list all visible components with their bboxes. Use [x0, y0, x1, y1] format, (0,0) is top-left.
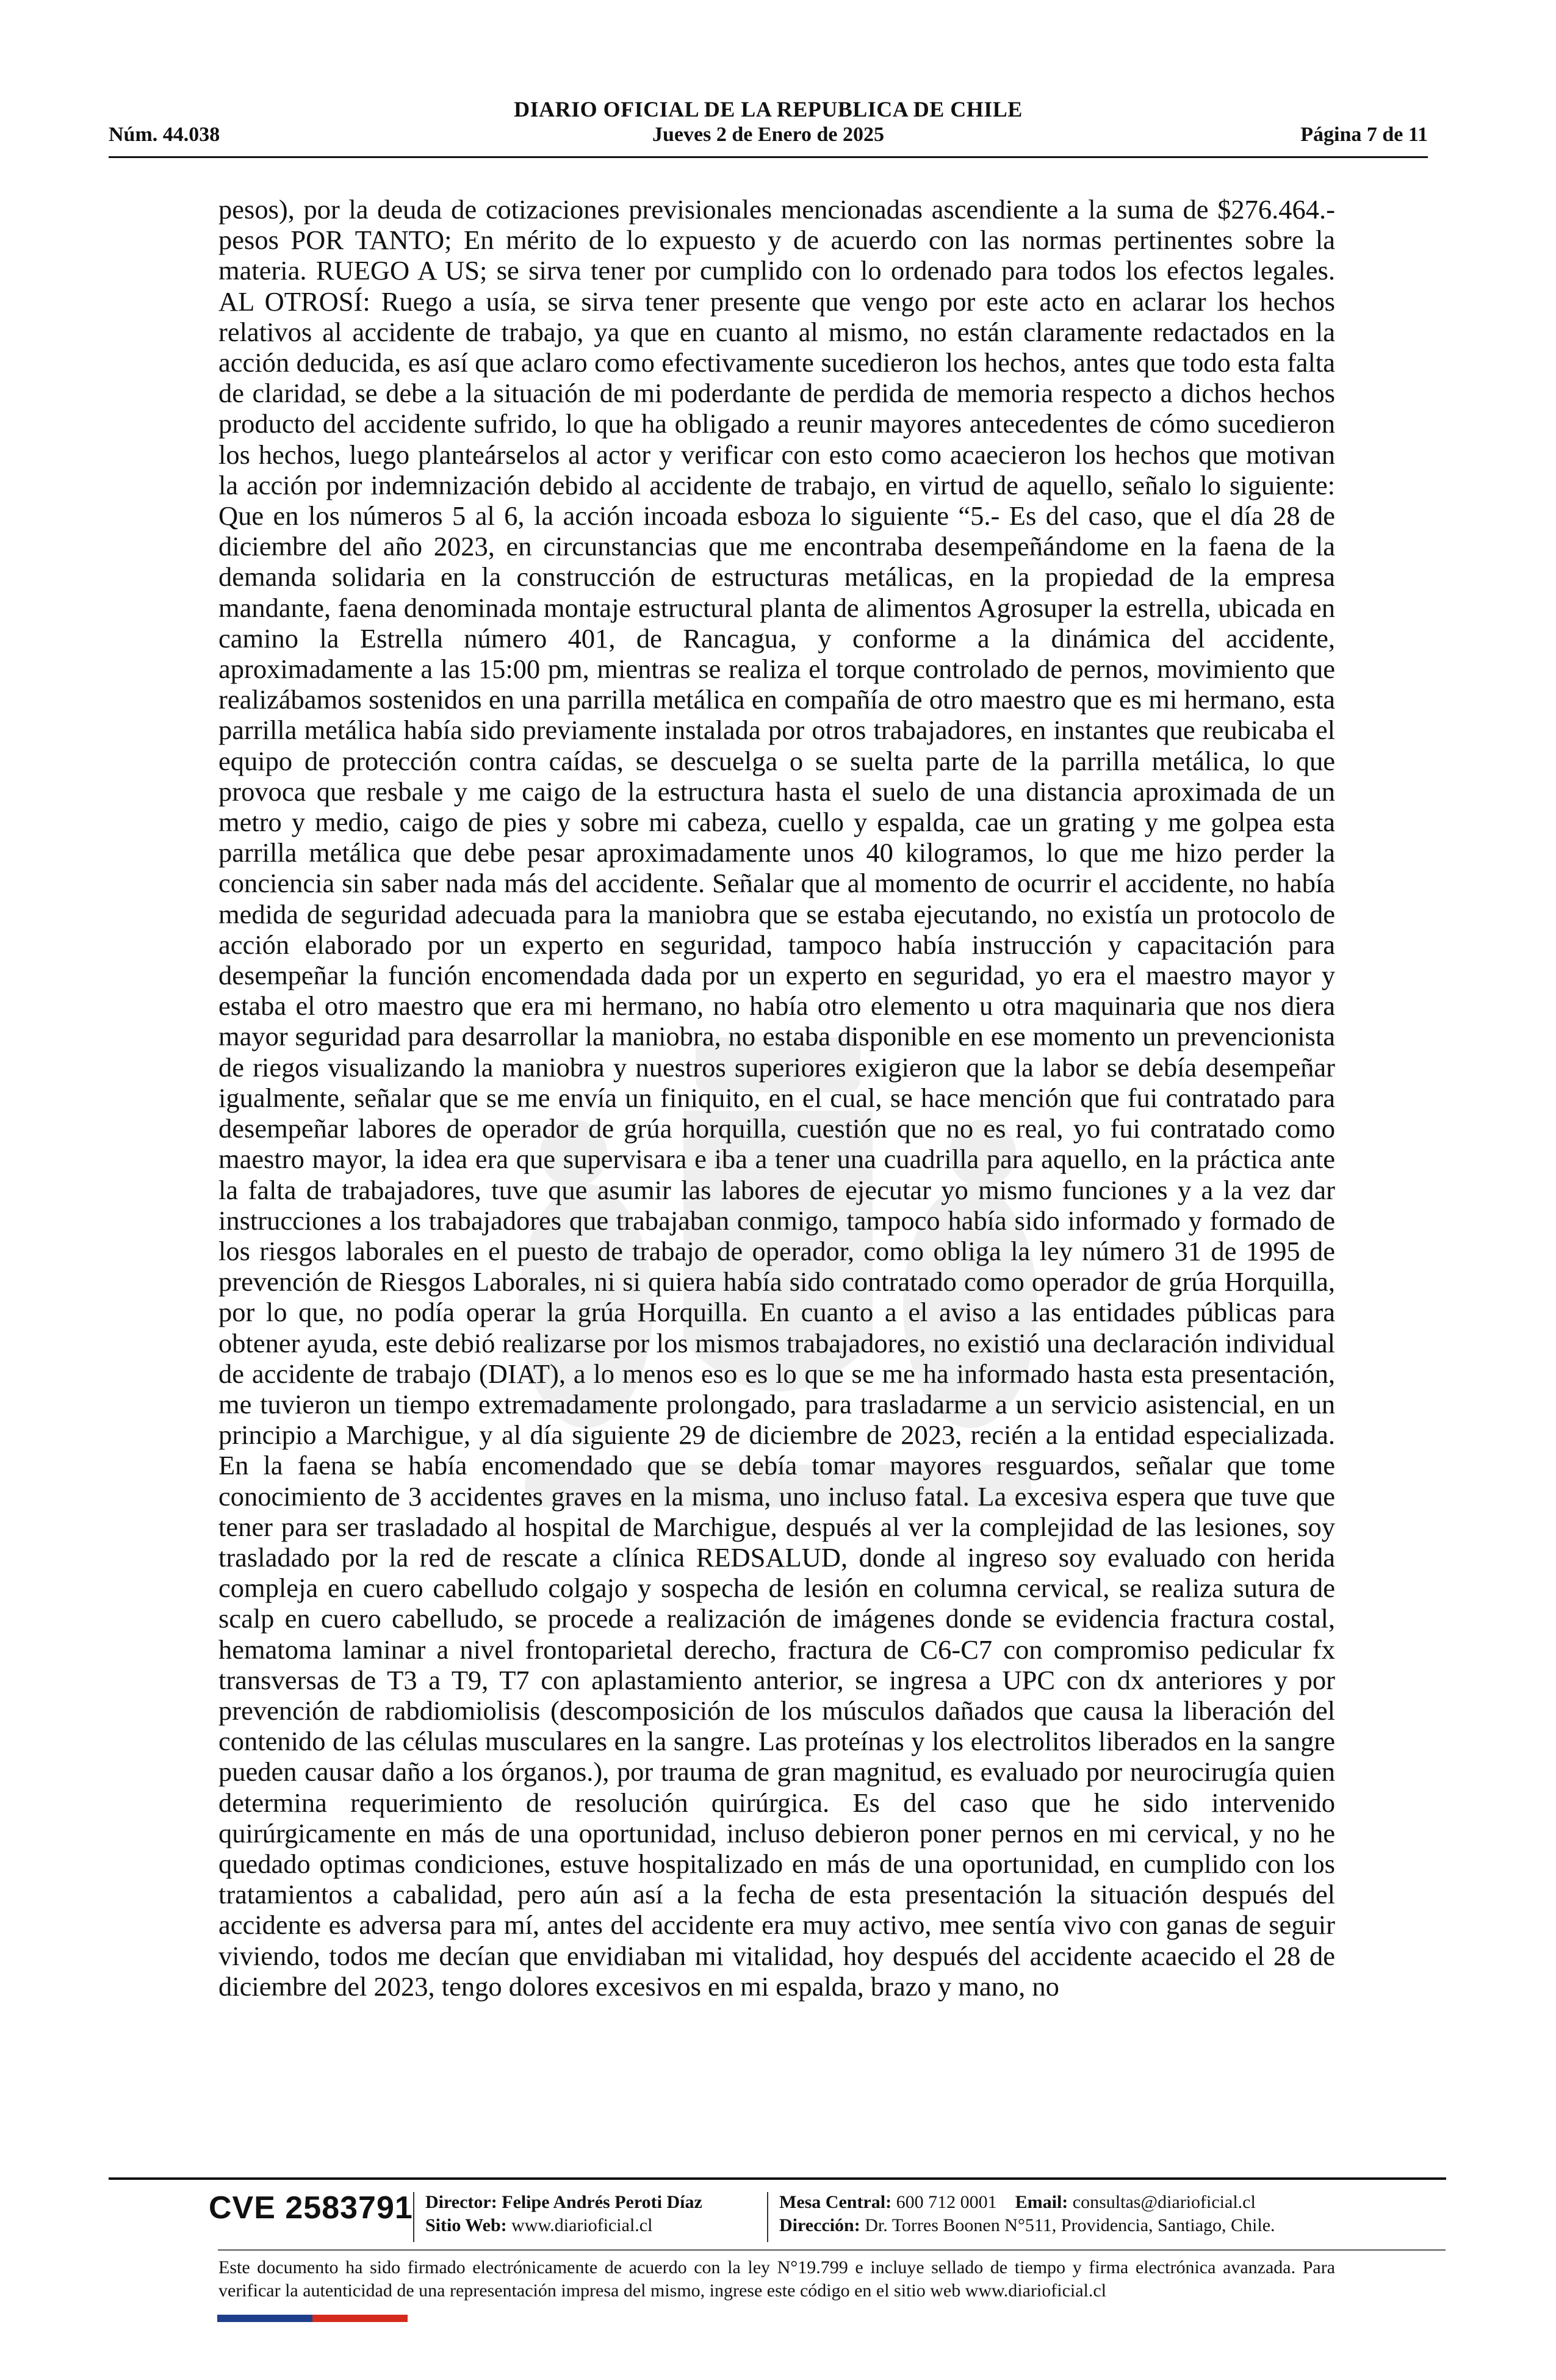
address-label: Dirección: [779, 2215, 860, 2235]
electronic-signature-notice: Este documento ha sido firmado electrónicamente de acuerdo con la ley N°19.799 e incluye sellado de tiempo y firma electrónica avanzada. Para verificar la autenticidad de una representación impresa del mismo, ingrese este código en el sitio web www.diarioficial.cl [218, 2257, 1335, 2301]
website-link[interactable]: www.diarioficial.cl [511, 2215, 653, 2235]
cve-code: CVE 2583791 [209, 2190, 413, 2226]
header-divider [109, 156, 1428, 158]
flag-blue-segment [217, 2315, 312, 2322]
page-header [109, 92, 1428, 159]
website-label: Sitio Web: [425, 2215, 507, 2235]
footer-contact-column [779, 2191, 1275, 2237]
address-value: Dr. Torres Boonen N°511, Providencia, Santiago, Chile. [865, 2215, 1275, 2235]
director-label: Director: [425, 2192, 497, 2212]
footer-separator [413, 2192, 414, 2242]
footer-divider [109, 2177, 1446, 2180]
mesa-central-label: Mesa Central: [779, 2192, 892, 2212]
document-body [218, 194, 1335, 2002]
issue-number: Núm. 44.038 [109, 123, 220, 146]
mesa-central-phone: 600 712 0001 [896, 2192, 997, 2212]
director-name: Felipe Andrés Peroti Díaz [502, 2192, 702, 2212]
newspaper-title: DIARIO OFICIAL DE LA REPUBLICA DE CHILE [514, 97, 1023, 121]
footer-separator [767, 2192, 768, 2242]
issue-date: Jueves 2 de Enero de 2025 [652, 123, 884, 146]
flag-red-segment [312, 2315, 408, 2322]
email-link[interactable]: consultas@diarioficial.cl [1072, 2192, 1256, 2212]
chile-flag-stripe [217, 2315, 408, 2322]
page-number: Página 7 de 11 [1300, 123, 1428, 146]
email-label: Email: [1015, 2192, 1068, 2212]
footer-inner-divider [218, 2249, 1446, 2251]
body-paragraph: pesos), por la deuda de cotizaciones previsionales mencionadas ascendiente a la suma de $276.464.- pesos POR TANTO; En mérito de lo expuesto y de acuerdo con las normas pertinentes sobre la materia. RUEGO A US; se sirva tener por cumplido con lo ordenado para todos los efectos legales. AL OTROSÍ: Ruego a usía, se sirva tener presente que vengo por este acto en aclarar los hechos relativos al accidente de trabajo, ya que en cuanto al mismo, no están claramente redactados en la acción deducida, es así que aclaro como efectivamente sucedieron los hechos, antes que todo esta falta de claridad, se debe a la situación de mi poderdante de perdida de memoria respecto a dichos hechos producto del accidente sufrido, lo que ha obligado a reunir mayores antecedentes de cómo sucedieron los hechos, luego planteárselos al actor y verificar con esto como acaecieron los hechos que motivan la acción por indemnización debido al accidente de trabajo, en virtud de aquello, señalo lo siguiente: Que en los números 5 al 6, la acción incoada esboza lo siguiente “5.- Es del caso, que el día 28 de diciembre del año 2023, en circunstancias que me encontraba desempeñándome en la faena de la demanda solidaria en la construcción de estructuras metálicas, en la propiedad de la empresa mandante, faena denominada montaje estructural planta de alimentos Agrosuper la estrella, ubicada en camino la Estrella número 401, de Rancagua, y conforme a la dinámica del accidente, aproximadamente a las 15:00 pm, mientras se realiza el torque controlado de pernos, movimiento que realizábamos sostenidos en una parrilla metálica en compañía de otro maestro que es mi hermano, esta parrilla metálica había sido previamente instalada por otros trabajadores, en instantes que reubicaba el equipo de protección contra caídas, se descuelga o se suelta parte de la parrilla metálica, lo que provoca que resbale y me caigo de la estructura hasta el suelo de una distancia aproximada de un metro y medio, caigo de pies y sobre mi cabeza, cuello y espalda, cae un grating y me golpea esta parrilla metálica que debe pesar aproximadamente unos 40 kilogramos, lo que me hizo perder la conciencia sin saber nada más del accidente. Señalar que al momento de ocurrir el accidente, no había medida de seguridad adecuada para la maniobra que se estaba ejecutando, no existía un protocolo de acción elaborado por un experto en seguridad, tampoco había instrucción y capacitación para desempeñar la función encomendada dada por un experto en seguridad, yo era el maestro mayor y estaba el otro maestro que era mi hermano, no había otro elemento u otra maquinaria que nos diera mayor seguridad para desarrollar la maniobra, no estaba disponible en ese momento un prevencionista de riegos visualizando la maniobra y nuestros superiores exigieron que la labor se debía desempeñar igualmente, señalar que se me envía un finiquito, en el cual, se hace mención que fui contratado para desempeñar labores de operador de grúa horquilla, cuestión que no es real, yo fui contratado como maestro mayor, la idea era que supervisara e iba a tener una cuadrilla para aquello, en la práctica ante la falta de trabajadores, tuve que asumir las labores de ejecutar yo mismo funciones y a la vez dar instrucciones a los trabajadores que trabajaban conmigo, tampoco había sido informado y formado de los riesgos laborales en el puesto de trabajo de operador, como obliga la ley número 31 de 1995 de prevención de Riesgos Laborales, ni si quiera había sido contratado como operador de grúa Horquilla, por lo que, no podía operar la grúa Horquilla. En cuanto a el aviso a las entidades públicas para obtener ayuda, este debió realizarse por los mismos trabajadores, no existió una declaración individual de accidente de trabajo (DIAT), a lo menos eso es lo que se me ha informado hasta esta presentación, me tuvieron un tiempo extremadamente prolongado, para trasladarme a un servicio asistencial, en un principio a Marchigue, y al día siguiente 29 de diciembre de 2023, recién a la entidad especializada. En la faena se había encomendado que se debía tomar mayores resguardos, señalar que tome conocimiento de 3 accidentes graves en la misma, uno incluso fatal. La excesiva espera que tuve que tener para ser trasladado al hospital de Marchigue, después al ver la complejidad de las lesiones, soy trasladado por la red de rescate a clínica REDSALUD, donde al ingreso soy evaluado con herida compleja en cuero cabelludo colgajo y sospecha de lesión en columna cervical, se realiza sutura de scalp en cuero cabelludo, se procede a realización de imágenes donde se evidencia fractura costal, hematoma laminar a nivel frontoparietal derecho, fractura de C6-C7 con compromiso pedicular fx transversas de T3 a T9, T7 con aplastamiento anterior, se ingresa a UPC con dx anteriores y por prevención de rabdiomiolisis (descomposición de los músculos dañados que causa la liberación del contenido de las células musculares en la sangre. Las proteínas y los electrolitos liberados en la sangre pueden causar daño a los órganos.), por trauma de gran magnitud, es evaluado por neurocirugía quien determina requerimiento de resolución quirúrgica. Es del caso que he sido intervenido quirúrgicamente en más de una oportunidad, incluso debieron poner pernos en mi cervical, y no he quedado optimas condiciones, estuve hospitalizado en más de una oportunidad, en cumplido con los tratamientos a cabalidad, pero aún así a la fecha de esta presentación la situación después del accidente es adversa para mí, antes del accidente era muy activo, mee sentía vivo con ganas de seguir viviendo, todos me decían que envidiaban mi vitalidad, hoy después del accidente acaecido el 28 de diciembre del 2023, tengo dolores excesivos en mi espalda, brazo y mano, no [218, 194, 1335, 2002]
footer-director-column [425, 2191, 702, 2237]
